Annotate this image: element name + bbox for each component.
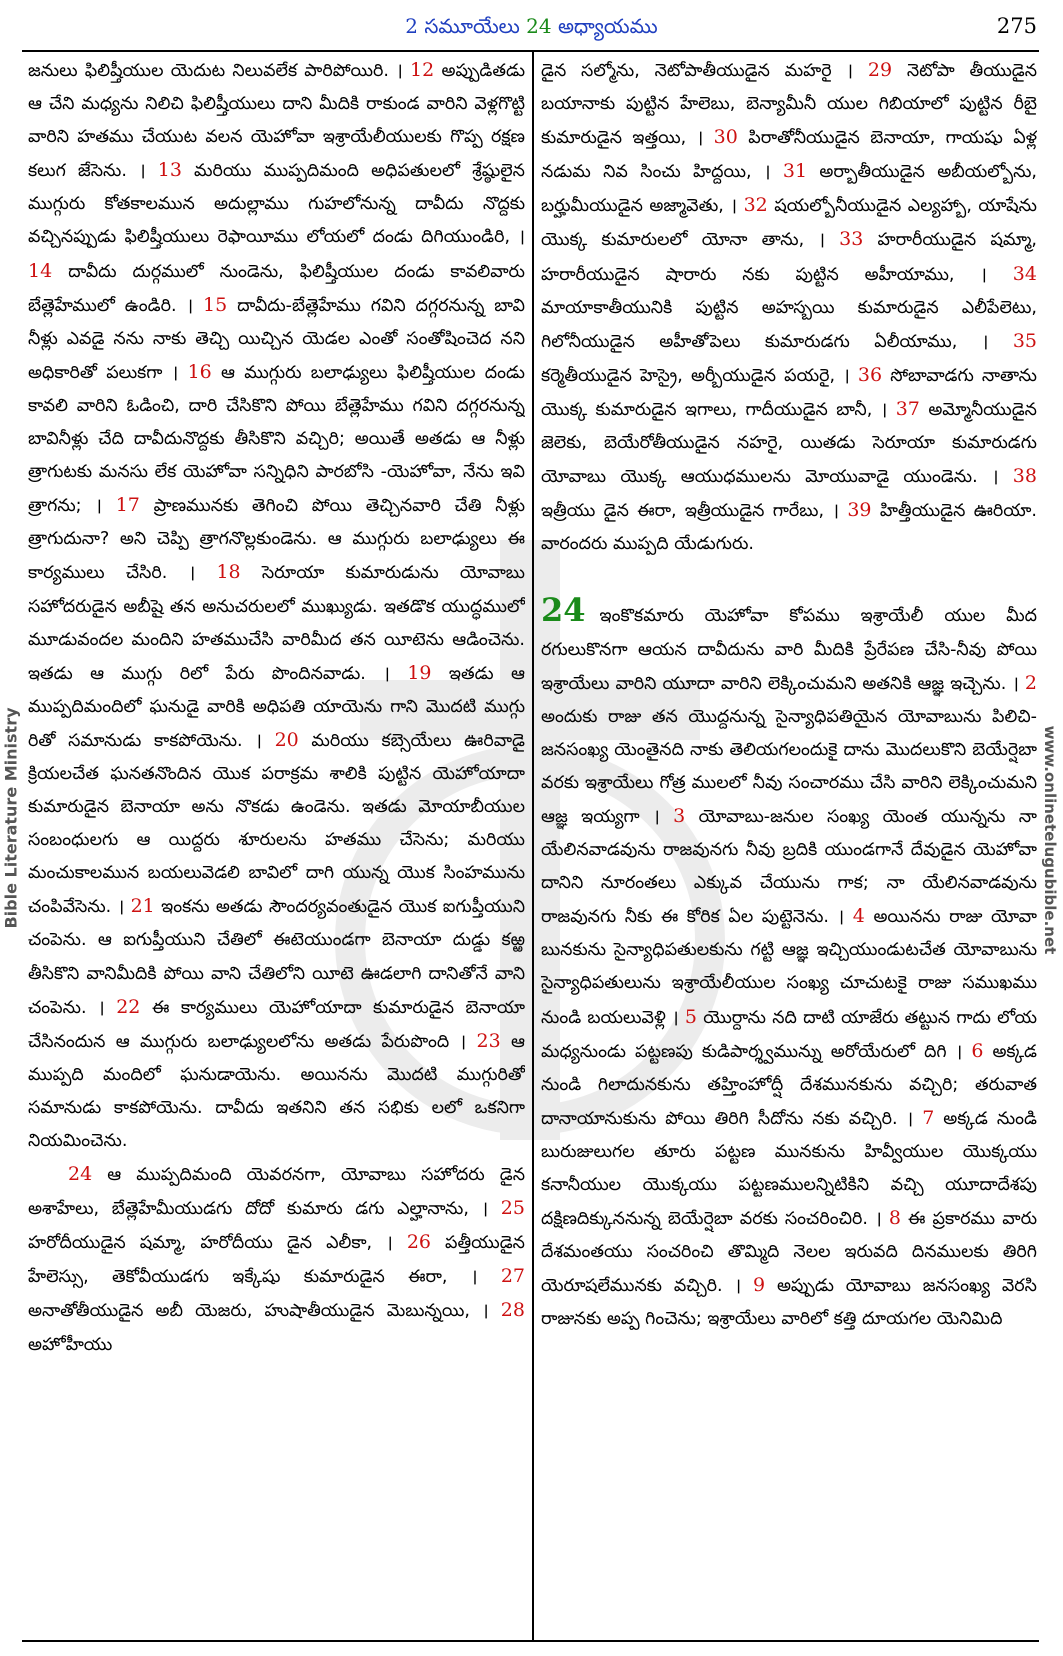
verse-number: 31 [782, 160, 808, 183]
verse-text: కర్మెతీయుడైన హెస్రై, అర్బీయుడైన పయరై, । [541, 365, 850, 386]
page-header [0, 0, 1063, 44]
verse-number: 25 [500, 1197, 525, 1220]
verse-number: 33 [839, 228, 864, 251]
verse-text: అందుకు రాజు తన యొద్దనున్న సైన్యాధిపతియైన యోవాబును పిలిచి-జనసంఖ్య యెంతైనది నాకు తెలియగలందుకై దాను మొదలుకొని బెయేర్షెబా వరకు ఇశ్రాయేలు గోత్ర ములలో నీవు సంచారము చేసి వారిని లెక్కించుమని ఆజ్ఞ ఇయ్యగా । [541, 706, 1037, 827]
verse-number: 30 [713, 126, 738, 149]
website-url[interactable]: www.onlinetelugubible.net [1041, 725, 1059, 955]
chapter-number: 24 [526, 14, 552, 38]
page-number: 275 [996, 14, 1037, 38]
verse-text: పిరాతోనీయుడైన బెనాయా, గాయషు ఏళ్ల నడుమ నివ సించు హిద్దయి, । [541, 128, 1037, 183]
footer-rule [22, 1640, 1039, 1642]
verse-text: అయినను రాజు యోవా బునకును సైన్యాధిపతులకును గట్టి ఆజ్ఞ ఇచ్చియుండుటచేత యోవాబును సైన్యాధిపతులును ఇశ్రాయేలీయుల సంఖ్య చూచుటకై రాజు సముఖము నుండి బయలువెళ్లి । [541, 907, 1037, 1028]
verse-text: సోబావాడగు నాతాను యొక్క కుమారుడైన ఇగాలు, గాదీయుడైన బానీ, । [541, 365, 1037, 420]
verse-number: 13 [157, 159, 182, 182]
chapter-word: అధ్యాయము [557, 14, 658, 38]
verse-number: 32 [743, 194, 768, 217]
paragraph [28, 1158, 525, 1362]
paragraph [541, 54, 1037, 561]
verse-number: 17 [115, 494, 140, 517]
verse-number: 37 [895, 397, 920, 420]
left-column [28, 54, 525, 1638]
verse-number: 36 [857, 363, 883, 386]
header-rule [22, 50, 1039, 52]
verse-number: 12 [410, 59, 435, 81]
verse-text: ఆ ముప్పది మందిలో ఘనుడాయెను. అయినను మొదటి ముగ్గురితో సమానుడు కాకపోయెను. దావీదు ఇతనిని తన సభికు లలో ఒకనిగా నియమించెను. [28, 1031, 525, 1151]
verse-text: హరారీయుడైన షమ్మా, హరారీయుడైన షారారు నకు పుట్టిన అహీయాము, । [541, 230, 1037, 285]
verse-number: 7 [922, 1106, 935, 1129]
verse-text: నెటోపా తీయుడైన బయానాకు పుట్టిన హేలెబు, బెన్యామీనీ యుల గిబియాలో పుట్టిన రీబై కుమారుడైన ఇత్తయి, । [541, 61, 1037, 149]
verse-number: 14 [28, 259, 53, 282]
verse-number: 5 [684, 1005, 697, 1028]
verse-number: 4 [852, 905, 865, 928]
verse-text: డైన సల్మోను, నెటోపాతీయుడైన మహరై । [541, 61, 854, 81]
verse-text: అహోహీయు [28, 1334, 113, 1355]
verse-text: యొర్దాను నది దాటి యాజేరు తట్టున గాదు లోయ మధ్యనుండు పట్టణపు కుడిపార్శ్వమున్ను అరోయేరులో దిగి । [541, 1007, 1037, 1062]
verse-number: 38 [1012, 465, 1037, 488]
verse-text: ప్రాణమునకు తెగించి పోయి తెచ్చినవారి చేతి నీళ్లు త్రాగుదునా? అని చెప్పి త్రాగనొల్లకుండెను. ఆ ముగ్గురు బలాఢ్యులు ఈ కార్యములు చేసిరి. । [28, 496, 525, 584]
chapter-start-number: 24 [541, 591, 586, 630]
verse-number: 39 [847, 499, 872, 522]
verse-text: అమ్మోనీయుడైన జెలెకు, బెయేరోతీయుడైన నహరై, యితడు సెరూయా కుమారుడగు యోవాబు యొక్క ఆయుధములను మోయువాడై యుండెను. । [541, 399, 1037, 488]
verse-text: పత్తీయుడైన హేలెస్సు, తెకోవీయుడగు ఇక్కేషు కుమారుడైన ఈరా, । [28, 1233, 525, 1288]
verse-number: 24 [68, 1163, 93, 1186]
verse-text: ఇంకను అతడు సౌందర్యవంతుడైన యొక ఐగుప్తీయుని చంపెను. ఆ ఐగుప్తీయుని చేతిలో ఈటెయుండగా బెనాయా దుడ్డు కఱ్ఱ తీసికొని వానిమీదికి పోయి వాని చేతిలోని యీటె ఊడలాగి దానితోనే వాని చంపెను. । [28, 897, 525, 1018]
verse-number: 28 [500, 1299, 525, 1322]
verse-number: 21 [130, 895, 155, 918]
verse-number: 27 [500, 1265, 525, 1288]
verse-text: యోవాబు-జనుల సంఖ్య యెంత యున్నను నా యేలినవాడవును రాజవునగు నీవు బ్రదికి యుండగానే దేవుడైన యెహోవా దానిని నూరంతలు ఎక్కువ చేయును గాక; నా యేలినవాడవును రాజవునగు నీకు ఈ కోరిక ఏల పుట్టెనెను. । [541, 806, 1037, 928]
verse-text: దావీదు దుర్గములో నుండెను, ఫిలిష్తీయుల దండు కావలివారు బేత్లెహేములో ఉండిరి. । [28, 261, 525, 316]
verse-text: ఇంకొకమారు యెహోవా కోపము ఇశ్రాయేలీ యుల మీద రగులుకొనగా ఆయన దావీదును వారి మీదికి ప్రేరేపణ చేసి-నీవు పోయి ఇశ్రాయేలు వారిని యూదా వారిని లెక్కించుమని అతనికి ఆజ్ఞ ఇచ్చెను. । [541, 606, 1037, 694]
side-label-left [0, 688, 24, 948]
ministry-name: Bible Literature Ministry [1, 707, 21, 929]
verse-text: హరోదీయుడైన షమ్మా, హరోదీయు డైన ఎలీకా, । [28, 1233, 393, 1254]
verse-text: అనాతోతీయుడైన అబీ యెజరు, హుషాతీయుడైన మెబున్నయి, । [28, 1301, 489, 1322]
side-label-right [1037, 690, 1063, 990]
verse-number: 9 [752, 1274, 766, 1297]
verse-text: మరియు ముప్పదిమంది అధిపతులలో శ్రేష్ఠులైన ముగ్గురు కోతకాలమున అదుల్లాము గుహలోనున్న దావీదు నొద్దకు వచ్చినప్పుడు ఫిలిష్తీయులు రెఫాయీము లోయలో దండు దిగియుండిరి, । [28, 161, 525, 248]
chapter-paragraph [541, 591, 1037, 1336]
verse-text: ఈ కార్యములు యెహోయాదా కుమారుడైన బెనాయా చేసినందున ఆ ముగ్గురు బలాఢ్యులలోను అతడు పేరుపొంది । [28, 997, 525, 1052]
verse-number: 19 [407, 661, 432, 684]
verse-number: 34 [1012, 262, 1037, 285]
verse-number: 20 [274, 728, 299, 751]
paragraph-gap [541, 561, 1037, 594]
verse-text: షయల్బోనీయుడైన ఎల్యహ్బా, యాషేను యొక్క కుమారులలో యోనా తాను, । [541, 196, 1037, 251]
verse-number: 35 [1012, 329, 1037, 352]
verse-number: 6 [971, 1039, 984, 1062]
verse-number: 2 [1024, 671, 1037, 694]
verse-text: ఇత్రీయు డైన ఈరా, ఇత్రీయుడైన గారేబు, । [541, 501, 839, 522]
verse-number: 8 [888, 1207, 901, 1230]
verse-number: 15 [203, 293, 228, 316]
verse-text: అర్బాతీయుడైన అబీయల్బోను, బర్హుమీయుడైన అజ్మావెతు, । [541, 162, 1037, 217]
verse-text: హిత్తీయుడైన ఊరియా. వారందరు ముప్పది యేడుగురు. [541, 501, 1037, 555]
verse-text: అప్పుడు యోవాబు జనసంఖ్య వెరసి రాజునకు అప్ప గించెను; ఇశ్రాయేలు వారిలో కత్తి దూయగల యెనిమిది [541, 1276, 1037, 1330]
verse-text: ఇతడు ఆ ముప్పదిమందిలో ఘనుడై వారికి అధిపతి యాయెను గాని మొదటి ముగ్గు రితో సమానుడు కాకపోయెను. । [28, 663, 525, 751]
verse-text: అక్కడ నుండి గిలాదునకును తహ్తింహోద్షీ దేశమునకును వచ్చిరి; తరువాత దానాయానుకును పోయి తిరిగి సీదోను నకు వచ్చిరి. । [541, 1041, 1037, 1129]
verse-text: ఈ ప్రకారము వారు దేశమంతయు సంచరించి తొమ్మిది నెలల ఇరువది దినములకు తిరిగి యెరూషలేమునకు వచ్చిరి. । [541, 1209, 1037, 1297]
verse-text: ఆ ముగ్గురు బలాఢ్యులు ఫిలిష్తీయుల దండు కావలి వారిని ఓడించి, దారి చేసికొని పోయి బేత్లెహేము గవిని దగ్గరనున్న బావినీళ్లు చేది దావీదునొద్దకు తీసికొని వచ్చిరి; అయితే అతడు ఆ నీళ్లు త్రాగుటకు మనసు లేక యెహోవా సన్నిధిని పారబోసి -యెహోవా, నేను ఇవి త్రాగను; । [28, 362, 525, 517]
verse-text: అప్పుడితడు ఆ చేని మధ్యను నిలిచి ఫిలిష్తీయులు దాని మీదికి రాకుండ వారిని వెళ్లగొట్టి వారిని హతము చేయుట వలన యెహోవా ఇశ్రాయేలీయులకు గొప్ప రక్షణ కలుగ జేసెను. । [28, 61, 525, 182]
running-title [0, 14, 1063, 43]
verse-number: 3 [673, 804, 686, 827]
verse-number: 29 [867, 59, 893, 81]
verse-text: సెరూయా కుమారుడును యోవాబు సహోదరుడైన అబీషై తన అనుచరులలో ముఖ్యుడు. ఇతడొక యుద్ధములో మూడువందల మందిని హతముచేసి వారిమీద తన యీటెను ఆడించెను. ఇతడు ఆ ముగ్గు రిలో పేరు పొందినవాడు. । [28, 563, 525, 684]
verse-number: 22 [116, 995, 141, 1018]
verse-number: 26 [406, 1231, 431, 1254]
right-column [541, 54, 1037, 1638]
verse-number: 16 [187, 360, 212, 383]
verse-text: దావీదు-బేత్లెహేము గవిని దగ్గరనున్న బావి నీళ్లు ఎవడై నను నాకు తెచ్చి యిచ్చిన యెడల ఎంతో సంతోషించెద నని అధికారితో పలుకగా । [28, 295, 525, 383]
verse-text: మరియు కబ్సెయేలు ఊరివాడై క్రియలచేత ఘనతనొందిన యొక పరాక్రమ శాలికి పుట్టిన యెహోయాదా కుమారుడైన బెనాయా అను నొకడు ఉండెను. ఇతడు మోయాబీయుల సంబంధులగు ఆ యిద్దరు శూరులను హతము చేసెను; మరియు మంచుకాలమున బయలువెడలి బావిలో దాగి యున్న యొక సింహమును చంపివేసెను. । [28, 730, 525, 918]
verse-text: జనులు ఫిలిష్తీయుల యెదుట నిలువలేక పారిపోయిరి. । [28, 61, 403, 81]
column-divider [532, 52, 534, 1640]
verse-number: 23 [476, 1029, 501, 1052]
paragraph [28, 54, 525, 1158]
verse-number: 18 [216, 561, 241, 584]
verse-text: అక్కడ నుండి బురుజులుగల తూరు పట్టణ మునకును హివ్వీయుల యొక్కయు కనానీయుల యొక్కయు పట్టణములన్నిటికిని వచ్చి యూదాదేశపు దక్షిణదిక్కుననున్న బెయేర్షెబా వరకు సంచరించిరి. । [541, 1108, 1037, 1230]
book-name: 2 సమూయేలు [405, 14, 520, 38]
verse-text: ఆ ముప్పదిమంది యెవరనగా, యోవాబు సహోదరు డైన అశాహేలు, బేత్లెహేమీయుడగు దోదో కుమారు డగు ఎల్హానాను, । [28, 1165, 525, 1220]
verse-text: మాయాకాతీయునికి పుట్టిన అహస్బయి కుమారుడైన ఎలీపేలెటు, గిలోనీయుడైన అహీతోపెలు కుమారుడగు ఏలీయాము, । [541, 297, 1037, 352]
